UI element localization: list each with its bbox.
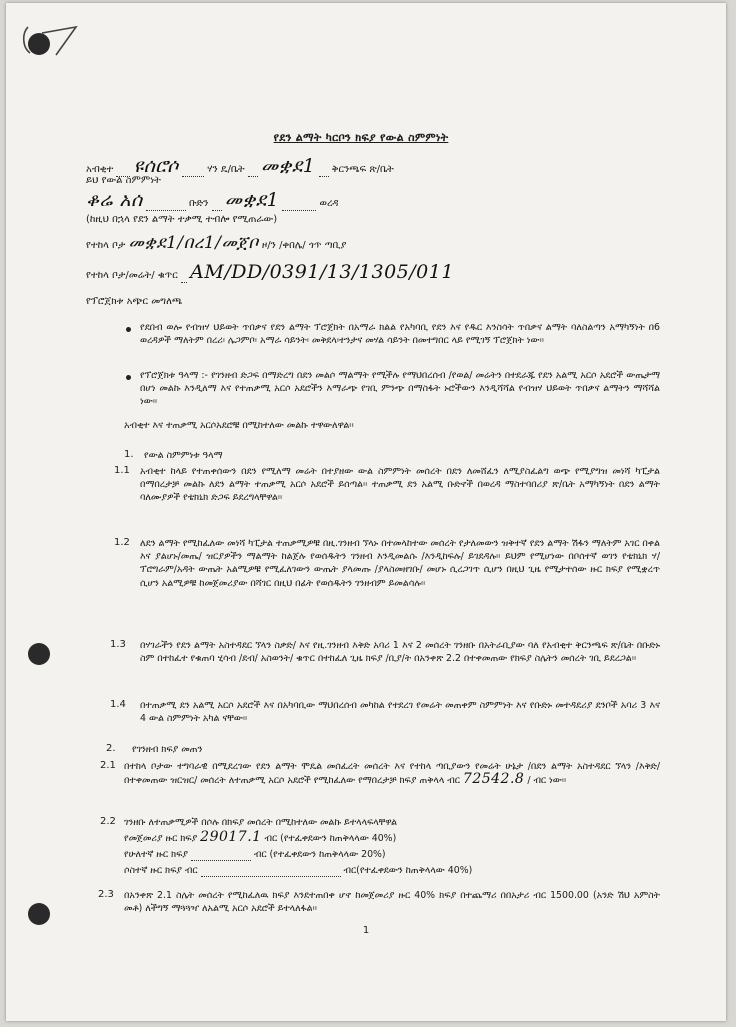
party-line-1 [86,155,394,177]
punch-hole [28,643,50,665]
party-line-2: ይህ የውል ስምምነት [86,175,161,186]
punch-hole [28,903,50,925]
label-region-tail: ዞ/ን /ቀበሌ/ ጎጥ ጣቢያ [261,240,347,251]
handwritten-name: ዩሰሮሶ [133,155,179,177]
item-paragraph: በተጠቃሚ ደን አልሚ አርሶ አደሮች እና በአካባቢው ማህበረሰብ መካከል የተደረገ የመሬት መጠቀም ስምምነት እና የቡድኑ መተዳደሪያ ደንቦች አባሪ 3 እና 4 ውል ስምምነት አካል ናቸው፡፡ [140,700,660,725]
section-number: 2. [106,743,116,754]
handwritten-code: AM/DD/0391/13/1305/011 [190,261,454,283]
section-heading: የውል ስምምነቱ ዓላማ [144,450,223,461]
intro-line: አብቂተ እና ተጠቃሚ አርሶአደሮቹ በሚከተለው መልኩ ተዋውለዋል፡፡ [124,420,354,431]
item-paragraph: አብቂተ ከላይ የተጠቀሰውን በደን የሚለማ መሬት በተያዘው ውል ስምምነት መሰረት በደን ለመሸፈን ለሚያስፈልግ ወጭ የሚያግዝ መነሻ ካፒታል በማበረታቻ መልኩ ለደን ልማት ተጠቃሚ አርሶ አደሮች ይሰጣል፡፡ ተጠቃሚ ደን አልሚ ቡድኖች በወረዳ ማስተባበሪያ ጽ/ቤት አማካኝነት በደን ልማት ባለሙያዎች የቴክኒክ ድጋፍ ይደረግላቸዋል፡፡ [140,466,660,504]
item-number: 1.3 [110,639,126,650]
handwritten-payment-amount: 29017.1 [200,829,262,845]
section-heading: የገንዘብ ክፍያ መጠን [132,744,203,755]
item-text-b: / ብር ነው፡፡ [527,775,567,787]
item-paragraph: በሃገራችን የደን ልማት አስተዳደር ኘላን ስቃድ/ እና የዚ.ገንዘብ እቅድ አባሪ 1 እና 2 መሰረት ገንዘቡ በአትራቢያው ባለ የአብቂተ ቅርንጫፍ ጽ/ቤት በቡድኑ ስም በተከፈተ የቁጠባ ሂሳብ /ደብ/ አስወንት/ ቁጥር በተከፈለ ጊዜ ክፍያ /ቢያ/ት በአንቀጽ 2.2 በተቀመጠው የክፍያ ስሌትን መሰረት ገቢ ይደረጋል፡፡ [140,640,660,665]
payment-tail: ብር (የተፈቀደውን ከጠቅላላው 40%) [264,833,397,844]
label-woreda: ወረዳ [319,198,339,209]
bullet-icon [126,327,131,332]
handwritten-woreda: መቋደ1 [224,189,280,211]
party-line-3 [86,189,339,211]
label-code: የተከላ ቦታ/መሬት/ ቁጥር [86,270,178,281]
payment-label: የመጀመሪያ ዙር ክፍያ [124,833,198,844]
document-page [6,3,726,1021]
item-number: 2.1 [100,760,116,771]
punch-hole [28,33,50,55]
item-number: 1.1 [114,465,130,476]
item-number: 2.2 [100,816,116,827]
handwritten-kebele: ቆሬ አሰ [86,189,143,211]
payment-row [124,848,386,861]
payment-row [124,831,396,845]
item-number: 1.2 [114,537,130,548]
payment-tail: ብር(የተፈቀደውን ከጠቅላላው 40%) [343,865,473,876]
payment-row [124,864,472,877]
item-number: 1.4 [110,699,126,710]
label-region: የተከላ ቦታ [86,240,126,251]
handwritten-id: መቋደ1 [260,155,316,177]
label-id: ሃን ዴ/ቤት [207,164,245,175]
document-title: የደን ልማት ካርቦን ክፍያ የውል ስምምነት [273,131,449,144]
label-name: አብቂተ [86,164,114,175]
page-number: 1 [362,925,370,936]
label-kebele: ቡድን [189,198,209,209]
bullet-paragraph: የደበብ ወሎ የብዝሃ ህይወት ጥበቃና የደን ልማት ፕሮጀክት በአማራ ክልል የአካባቢ የደን እና የዱር እንስሳት ጥበቃና ልማት ባለስልጣን አማካኝነት በ6 ወረዳዎች ማለትም በረሪ፡ ሌጋምቦ፡ አማራ ሳይንት፡ መቅደላ፡ተንታና መሃል ሳይንት በመተግበር ላይ የሚገኝ ፕሮጀክት ነው፡፡ [140,322,660,347]
payment-label: ሶስተኛ ዙር ክፍያ ብር [124,865,198,876]
label-branch: ቅርንጫፍ ጽ/ቤት [331,164,394,175]
handwritten-total-amount: 72542.8 [462,771,525,788]
project-label: የፕሮጀክቱ አጭር መግለጫ [86,296,183,307]
party-line-code [86,261,454,283]
item-paragraph [124,760,660,787]
payment-label: የሁለተኛ ዙር ክፍያ [124,849,188,860]
bullet-icon [126,375,131,380]
bullet-paragraph: የፕሮጀክቱ ዓላማ :- የገንዘብ ድጋፍ በማድረግ በደን መልሶ ማልማት የሚችሉ የማህበረሰብ /የወል/ መሬትን በተደራጁ የደን አልሚ አርሶ አደሮች ውጤታማ በሆነ መልኩ እንዲለማ እና የተጠቃሚ አርሶ አደሮችን እማራጭ የገቢ ምንጭ በማስፋት ኑሮችውን እንዲሻሻል የብዝሃ ህይወት ጥበቃና ልማትን ማሻሻል ነው፡፡ [140,370,660,408]
payment-tail: ብር (የተፈቀደውን ከጠቅላላው 20%) [253,849,386,860]
item-paragraph: ለደን ልማት የሚከፈለው መነሻ ካፒታል ተጠቃሚዎቹ በዚ.ገንዘብ ኘላኑ በተመላከተው መሰረት የታለመውን ዝቅተኛ የደን ልማት ሽፋን ማለትም አገር በቀል እና ያልሆኑ/መጤ/ ዝርያዎችን ማልማት ከልጀሉ የወሰዱትን ገንዘብ እንዲመልሱ /እንዲከፍሉ/ ይገደዳሉ፡፡ ይህም የሚሆነው በቦሰተኛ ወገን የቴክኒክ ሃ/ፕሮግራም/አዳት ውጤት አልሚዎቹ የሚፈለገውን ውጤት ያላመጡ /ያላስመዘገቡ/ መሆኑ ሲረጋገጥ ሲሆን በዚህ ጊዜ የሚታተሰው ዙር ክፍያ የሚቋረጥ ሲሆን አልሚዎቹ ከመጀመሪያው በሻገር በዚህ በፊት የወሰዱትን ገንዘብም ይመልሳሉ፡፡ [140,538,660,589]
party-line-region [86,233,346,253]
item-text-a: በተከላ ቦታው ተግባራዊ በሚደረገው የደን ልማት ሞዴል መሰፈረት መሰረት እና የተከላ ጣቢያውን የመሬት ሁኔታ /በደን ልማት አስተዳደር ኘላን /እቅድ/ በተቀመጠው ዝርዝር/ መሰረት ለተጠቃሚ አርሶ አደሮች የሚከፈለው የማበረታቻ ክፍያ ጠቅላላ ብር [124,761,660,787]
item-paragraph: በአንቀጽ 2.1 ስሌት መሰረት የሚከፈለዉ ክፍያ እንደተጠበቀ ሆኖ ከመጀመሪያ ዙር 40% ክፍያ በተጨማሪ በበአታሪ ብር 1500.00 (አንድ ሽህ አምስት መቶ) ለችግኝ ማጓጓዣ ለአልሚ አርሶ አደሮች ይተላለፋል፡፡ [124,890,660,915]
party-note: (ከዚህ በኋላ የደን ልማት ተቃሚ ተብሎ የሚጠራው) [86,214,278,225]
section-number: 1. [124,449,134,460]
item-number: 2.3 [98,889,114,900]
handwritten-region: መቋደ1/በረ1/መጀቦ [128,233,259,253]
item-paragraph: ገንዘቡ ለተጠቃሚዎች በሶሉ በክፍያ መሰረት በሚከተለው መልኩ ይተላላፍላቸዋል [124,817,397,828]
